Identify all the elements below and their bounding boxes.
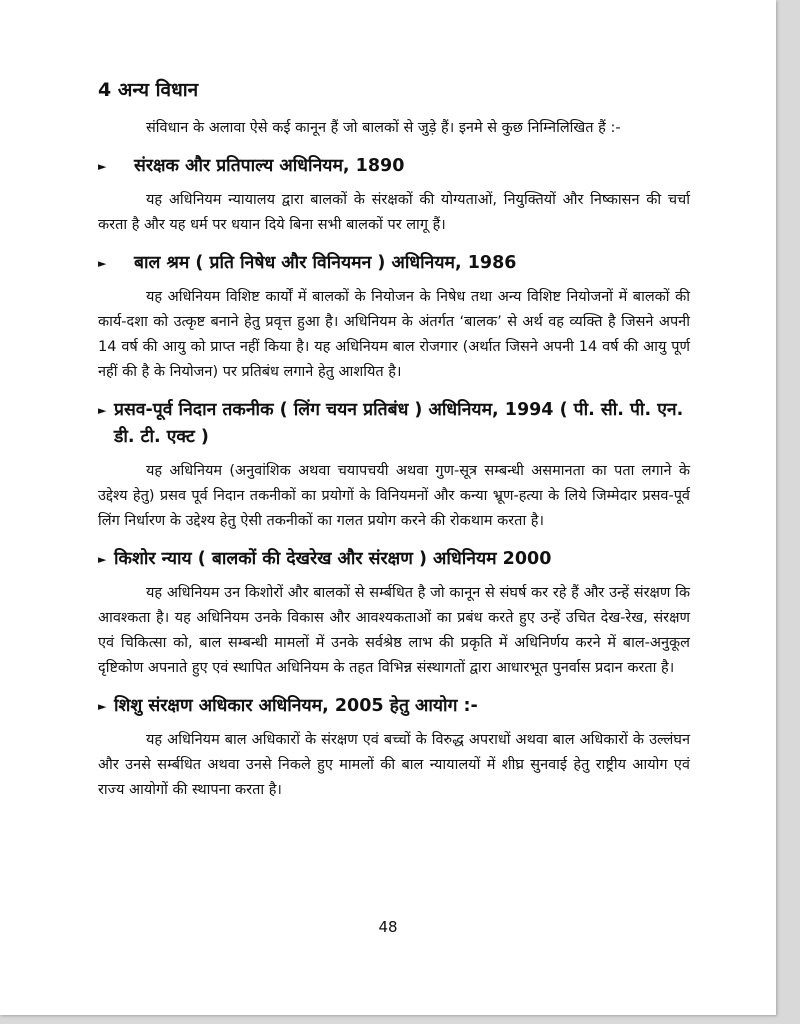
act-body-2005: यह अधिनियम बाल अधिकारों के संरक्षण एवं बच्चों के विरुद्ध अपराधों अथवा बाल अधिकारों के उल्लंघन और उनसे सर्म्बधित अथवा उनसे निकले हुए मामलों की बाल न्यायालयों में शीघ्र सुनवाई हेतु राष्ट्रीय आयोग एवं राज्य आयोगों की स्थापना करता है।	[98, 732, 690, 798]
act-title: किशोर न्याय ( बालकों की देखरेख और संरक्षण ) अधिनियम 2000	[114, 549, 552, 569]
act-heading-1994	[98, 397, 690, 451]
section-title: 4 अन्य विधान	[98, 79, 199, 101]
page-content	[98, 76, 690, 803]
bullet-icon: ►	[98, 553, 107, 566]
bullet-icon: ►	[98, 404, 107, 417]
section-intro: संविधान के अलावा ऐसे कई कानून हैं जो बालकों से जुड़े हैं। इनमे से कुछ निम्निलिखित हैं :-	[146, 120, 621, 136]
act-title: बाल श्रम ( प्रति निषेध और विनियमन ) अधिनियम, 1986	[134, 253, 517, 273]
act-title: प्रसव-पूर्व निदान तकनीक ( लिंग चयन प्रतिबंध ) अधिनियम, 1994 ( पी. सी. पी. एन. डी. टी. एक्ट )	[114, 400, 684, 447]
bullet-icon: ►	[98, 257, 107, 270]
act-body-2000: यह अधिनियम उन किशोरों और बालकों से सर्म्बधित है जो कानून से संघर्ष कर रहे हैं और उन्हें संरक्षण कि आवश्कता है। यह अधिनियम उनके विकास और आवश्यकताओं का प्रबंध करते हुए उन्हें उचित देख-रेख, संरक्षण एवं चिकित्सा को, बाल सम्बन्धी मामलों में उनके सर्वश्रेष्ठ लाभ की प्रकृति में अधिनिर्णय करने में बाल-अनुकूल दृष्टिकोण अपनाते हुए एवं स्थापित अधिनियम के तहत विभिन्न संस्थागतों द्वारा आधारभूत पुनर्वास प्रदान करता है।	[98, 585, 690, 676]
bullet-icon: ►	[98, 700, 107, 713]
act-heading-1890	[98, 153, 690, 180]
page-number: 48	[378, 918, 398, 936]
act-heading-2000	[98, 546, 690, 573]
act-body-1986: यह अधिनियम विशिष्ट कार्यों में बालकों के नियोजन के निषेध तथा अन्य विशिष्ट नियोजनों में बालकों की कार्य-दशा को उत्कृष्ट बनाने हेतु प्रवृत्त हुआ है। अधिनियम के अंतर्गत ‘बालक’ से अर्थ वह व्यक्ति है जिसने अपनी 14 वर्ष की आयु को प्राप्त नहीं किया है। यह अधिनियम बाल रोजगार (अर्थात जिसने अपनी 14 वर्ष की आयु पूर्ण नहीं की है के नियोजन) पर प्रतिबंध लगाने हेतु आशयित है।	[98, 289, 690, 380]
act-heading-1986	[98, 250, 690, 277]
bullet-icon: ►	[98, 160, 107, 173]
act-heading-2005	[98, 693, 690, 720]
act-body-1994: यह अधिनियम (अनुवांशिक अथवा चयापचयी अथवा गुण-सूत्र सम्बन्धी असमानता का पता लगाने के उद्देश्य हेतु) प्रसव पूर्व निदान तकनीकों का प्रयोगों के विनियमनों और कन्या भ्रूण-हत्या के लिये जिम्मेदार प्रसव-पूर्व लिंग निर्धारण के उद्देश्य हेतु ऐसी तकनीकों का गलत प्रयोग करने की रोकथाम करता है।	[98, 463, 690, 529]
act-title: संरक्षक और प्रतिपाल्य अधिनियम, 1890	[134, 156, 405, 176]
act-title: शिशु संरक्षण अधिकार अधिनियम, 2005 हेतु आयोग :-	[114, 696, 478, 716]
act-body-1890: यह अधिनियम न्यायालय द्वारा बालकों के संरक्षकों की योग्यताओं, नियुक्तियों और निष्कासन की चर्चा करता है और यह धर्म पर धयान दिये बिना सभी बालकों पर लागू हैं।	[98, 192, 690, 233]
